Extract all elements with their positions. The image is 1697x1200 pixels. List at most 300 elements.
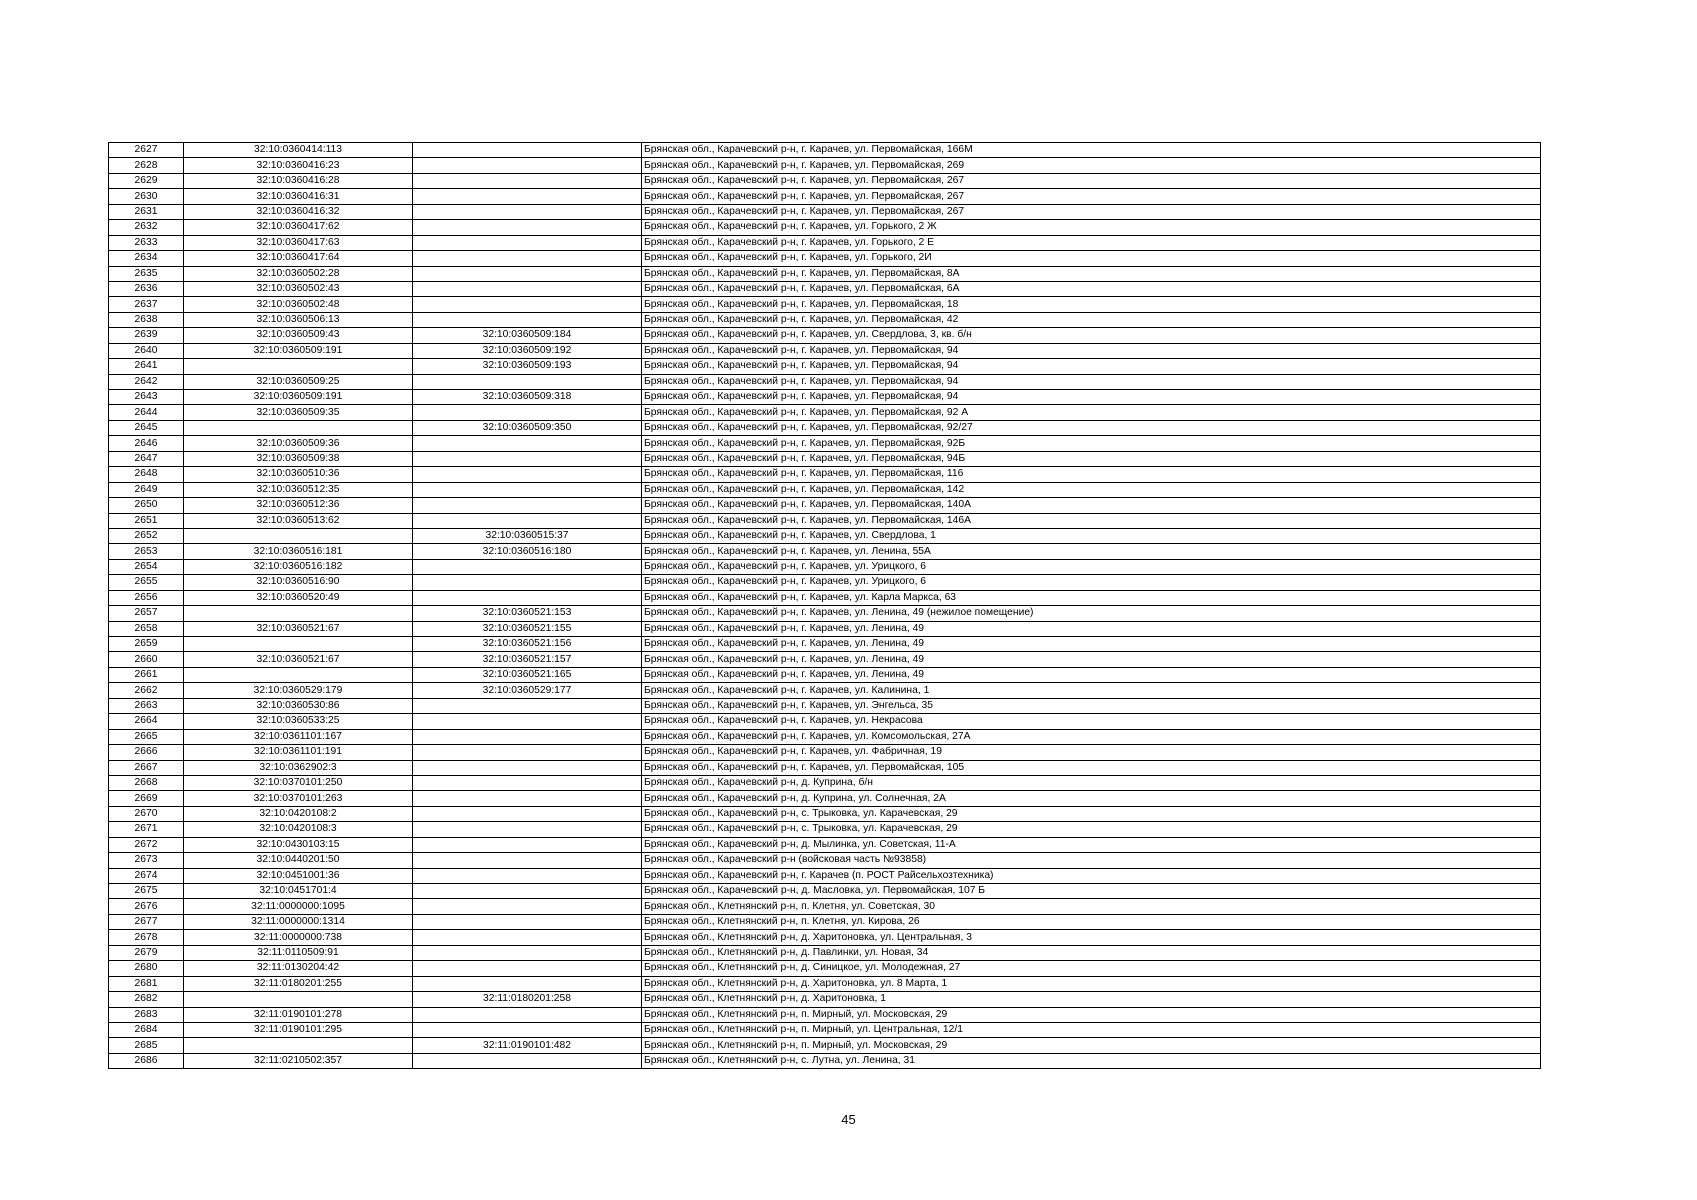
building-cadastral-number-cell	[413, 976, 642, 991]
address-cell: Брянская обл., Карачевский р-н, г. Карачев, ул. Первомайская, 267	[642, 189, 1541, 204]
address-cell: Брянская обл., Карачевский р-н, г. Карачев, ул. Первомайская, 94Б	[642, 451, 1541, 466]
table-row	[109, 451, 1541, 466]
building-cadastral-number-cell	[413, 1007, 642, 1022]
parcel-cadastral-number-cell: 32:10:0360502:48	[184, 297, 413, 312]
table-row	[109, 328, 1541, 343]
parcel-cadastral-number-cell: 32:10:0361101:167	[184, 729, 413, 744]
parcel-cadastral-number-cell: 32:10:0360417:62	[184, 220, 413, 235]
building-cadastral-number-cell: 32:10:0360521:153	[413, 606, 642, 621]
address-cell: Брянская обл., Карачевский р-н, г. Карачев, ул. Первомайская, 94	[642, 390, 1541, 405]
parcel-cadastral-number-cell	[184, 359, 413, 374]
parcel-cadastral-number-cell	[184, 420, 413, 435]
table-row	[109, 698, 1541, 713]
building-cadastral-number-cell: 32:10:0360521:157	[413, 652, 642, 667]
address-cell: Брянская обл., Клетнянский р-н, п. Клетня, ул. Кирова, 26	[642, 914, 1541, 929]
table-row	[109, 945, 1541, 960]
parcel-cadastral-number-cell: 32:10:0360509:191	[184, 390, 413, 405]
address-cell: Брянская обл., Карачевский р-н, г. Карачев, ул. Ленина, 49	[642, 637, 1541, 652]
table-row	[109, 961, 1541, 976]
address-cell: Брянская обл., Карачевский р-н, г. Карачев, ул. Урицкого, 6	[642, 575, 1541, 590]
parcel-cadastral-number-cell: 32:10:0360416:23	[184, 158, 413, 173]
building-cadastral-number-cell: 32:10:0360521:156	[413, 637, 642, 652]
address-cell: Брянская обл., Карачевский р-н, г. Карачев, ул. Ленина, 49	[642, 621, 1541, 636]
address-cell: Брянская обл., Карачевский р-н, д. Мылинка, ул. Советская, 11-А	[642, 837, 1541, 852]
address-cell: Брянская обл., Карачевский р-н, д. Куприна, ул. Солнечная, 2А	[642, 791, 1541, 806]
parcel-cadastral-number-cell: 32:10:0360521:67	[184, 652, 413, 667]
address-cell: Брянская обл., Карачевский р-н (войсковая часть №93858)	[642, 853, 1541, 868]
table-row	[109, 559, 1541, 574]
building-cadastral-number-cell	[413, 498, 642, 513]
parcel-cadastral-number-cell: 32:10:0360529:179	[184, 683, 413, 698]
parcel-cadastral-number-cell: 32:11:0190101:295	[184, 1022, 413, 1037]
row-number-cell: 2672	[109, 837, 184, 852]
table-row	[109, 1022, 1541, 1037]
row-number-cell: 2655	[109, 575, 184, 590]
row-number-cell: 2685	[109, 1038, 184, 1053]
row-number-cell: 2651	[109, 513, 184, 528]
row-number-cell: 2684	[109, 1022, 184, 1037]
table-row	[109, 498, 1541, 513]
address-cell: Брянская обл., Карачевский р-н, г. Карачев, ул. Некрасова	[642, 714, 1541, 729]
parcel-cadastral-number-cell: 32:10:0360509:25	[184, 374, 413, 389]
address-cell: Брянская обл., Карачевский р-н, г. Карачев, ул. Комсомольская, 27А	[642, 729, 1541, 744]
building-cadastral-number-cell	[413, 297, 642, 312]
parcel-cadastral-number-cell: 32:11:0110509:91	[184, 945, 413, 960]
address-cell: Брянская обл., Клетнянский р-н, п. Мирный, ул. Московская, 29	[642, 1007, 1541, 1022]
row-number-cell: 2680	[109, 961, 184, 976]
parcel-cadastral-number-cell: 32:10:0451001:36	[184, 868, 413, 883]
address-cell: Брянская обл., Карачевский р-н, г. Карачев, ул. Первомайская, 142	[642, 482, 1541, 497]
parcel-cadastral-number-cell: 32:10:0420108:3	[184, 822, 413, 837]
parcel-cadastral-number-cell	[184, 1038, 413, 1053]
table-row	[109, 822, 1541, 837]
building-cadastral-number-cell	[413, 853, 642, 868]
address-cell: Брянская обл., Карачевский р-н, г. Карачев (п. РОСТ Райсельхозтехника)	[642, 868, 1541, 883]
row-number-cell: 2675	[109, 884, 184, 899]
table-row	[109, 544, 1541, 559]
building-cadastral-number-cell	[413, 235, 642, 250]
row-number-cell: 2645	[109, 420, 184, 435]
registry-table-body	[109, 143, 1541, 1069]
building-cadastral-number-cell: 32:10:0360509:184	[413, 328, 642, 343]
building-cadastral-number-cell: 32:10:0360529:177	[413, 683, 642, 698]
row-number-cell: 2671	[109, 822, 184, 837]
parcel-cadastral-number-cell: 32:10:0370101:250	[184, 775, 413, 790]
row-number-cell: 2644	[109, 405, 184, 420]
address-cell: Брянская обл., Карачевский р-н, г. Карачев, ул. Первомайская, 92/27	[642, 420, 1541, 435]
building-cadastral-number-cell	[413, 173, 642, 188]
parcel-cadastral-number-cell: 32:11:0000000:738	[184, 930, 413, 945]
table-row	[109, 266, 1541, 281]
address-cell: Брянская обл., Карачевский р-н, г. Карачев, ул. Первомайская, 140А	[642, 498, 1541, 513]
parcel-cadastral-number-cell	[184, 637, 413, 652]
parcel-cadastral-number-cell: 32:10:0360530:86	[184, 698, 413, 713]
parcel-cadastral-number-cell: 32:10:0370101:263	[184, 791, 413, 806]
table-row	[109, 374, 1541, 389]
building-cadastral-number-cell	[413, 575, 642, 590]
table-row	[109, 590, 1541, 605]
building-cadastral-number-cell	[413, 806, 642, 821]
building-cadastral-number-cell	[413, 590, 642, 605]
address-cell: Брянская обл., Карачевский р-н, г. Карачев, ул. Первомайская, 146А	[642, 513, 1541, 528]
table-row	[109, 745, 1541, 760]
page-number: 45	[841, 1112, 856, 1127]
parcel-cadastral-number-cell: 32:10:0360417:64	[184, 251, 413, 266]
row-number-cell: 2679	[109, 945, 184, 960]
building-cadastral-number-cell	[413, 961, 642, 976]
parcel-cadastral-number-cell: 32:11:0000000:1095	[184, 899, 413, 914]
table-row	[109, 868, 1541, 883]
address-cell: Брянская обл., Карачевский р-н, г. Карачев, ул. Свердлова, 3, кв. б/н	[642, 328, 1541, 343]
row-number-cell: 2663	[109, 698, 184, 713]
table-row	[109, 359, 1541, 374]
parcel-cadastral-number-cell: 32:10:0360417:63	[184, 235, 413, 250]
parcel-cadastral-number-cell	[184, 606, 413, 621]
row-number-cell: 2657	[109, 606, 184, 621]
table-row	[109, 482, 1541, 497]
row-number-cell: 2643	[109, 390, 184, 405]
row-number-cell: 2627	[109, 143, 184, 158]
building-cadastral-number-cell	[413, 436, 642, 451]
parcel-cadastral-number-cell: 32:10:0360416:28	[184, 173, 413, 188]
row-number-cell: 2633	[109, 235, 184, 250]
row-number-cell: 2659	[109, 637, 184, 652]
row-number-cell: 2636	[109, 281, 184, 296]
building-cadastral-number-cell	[413, 158, 642, 173]
table-row	[109, 281, 1541, 296]
building-cadastral-number-cell	[413, 745, 642, 760]
building-cadastral-number-cell	[413, 760, 642, 775]
row-number-cell: 2667	[109, 760, 184, 775]
row-number-cell: 2676	[109, 899, 184, 914]
building-cadastral-number-cell	[413, 559, 642, 574]
row-number-cell: 2634	[109, 251, 184, 266]
table-row	[109, 528, 1541, 543]
address-cell: Брянская обл., Карачевский р-н, г. Карачев, ул. Ленина, 49	[642, 667, 1541, 682]
parcel-cadastral-number-cell: 32:10:0360502:28	[184, 266, 413, 281]
row-number-cell: 2650	[109, 498, 184, 513]
parcel-cadastral-number-cell: 32:10:0360520:49	[184, 590, 413, 605]
address-cell: Брянская обл., Карачевский р-н, с. Трыковка, ул. Карачевская, 29	[642, 822, 1541, 837]
parcel-cadastral-number-cell: 32:10:0360513:62	[184, 513, 413, 528]
building-cadastral-number-cell	[413, 914, 642, 929]
building-cadastral-number-cell	[413, 899, 642, 914]
table-row	[109, 637, 1541, 652]
row-number-cell: 2631	[109, 204, 184, 219]
row-number-cell: 2664	[109, 714, 184, 729]
building-cadastral-number-cell	[413, 405, 642, 420]
building-cadastral-number-cell	[413, 945, 642, 960]
row-number-cell: 2686	[109, 1053, 184, 1068]
building-cadastral-number-cell	[413, 451, 642, 466]
table-row	[109, 220, 1541, 235]
row-number-cell: 2681	[109, 976, 184, 991]
row-number-cell: 2640	[109, 343, 184, 358]
address-cell: Брянская обл., Карачевский р-н, г. Карачев, ул. Первомайская, 269	[642, 158, 1541, 173]
row-number-cell: 2635	[109, 266, 184, 281]
address-cell: Брянская обл., Клетнянский р-н, д. Харитоновка, 1	[642, 992, 1541, 1007]
parcel-cadastral-number-cell: 32:10:0360510:36	[184, 467, 413, 482]
parcel-cadastral-number-cell: 32:10:0360533:25	[184, 714, 413, 729]
row-number-cell: 2668	[109, 775, 184, 790]
row-number-cell: 2660	[109, 652, 184, 667]
address-cell: Брянская обл., Карачевский р-н, г. Карачев, ул. Фабричная, 19	[642, 745, 1541, 760]
row-number-cell: 2669	[109, 791, 184, 806]
table-row	[109, 760, 1541, 775]
table-row	[109, 297, 1541, 312]
building-cadastral-number-cell	[413, 251, 642, 266]
address-cell: Брянская обл., Карачевский р-н, г. Карачев, ул. Первомайская, 18	[642, 297, 1541, 312]
parcel-cadastral-number-cell: 32:10:0360416:32	[184, 204, 413, 219]
table-row	[109, 899, 1541, 914]
building-cadastral-number-cell	[413, 930, 642, 945]
parcel-cadastral-number-cell: 32:10:0360502:43	[184, 281, 413, 296]
address-cell: Брянская обл., Клетнянский р-н, п. Мирный, ул. Московская, 29	[642, 1038, 1541, 1053]
parcel-cadastral-number-cell: 32:10:0430103:15	[184, 837, 413, 852]
table-row	[109, 729, 1541, 744]
table-row	[109, 930, 1541, 945]
building-cadastral-number-cell	[413, 467, 642, 482]
address-cell: Брянская обл., Карачевский р-н, г. Карачев, ул. Горького, 2 Е	[642, 235, 1541, 250]
address-cell: Брянская обл., Карачевский р-н, г. Карачев, ул. Первомайская, 42	[642, 312, 1541, 327]
parcel-cadastral-number-cell: 32:10:0360509:38	[184, 451, 413, 466]
table-row	[109, 992, 1541, 1007]
row-number-cell: 2673	[109, 853, 184, 868]
row-number-cell: 2630	[109, 189, 184, 204]
building-cadastral-number-cell	[413, 204, 642, 219]
building-cadastral-number-cell	[413, 698, 642, 713]
building-cadastral-number-cell	[413, 791, 642, 806]
table-row	[109, 390, 1541, 405]
parcel-cadastral-number-cell: 32:10:0360516:182	[184, 559, 413, 574]
parcel-cadastral-number-cell: 32:10:0420108:2	[184, 806, 413, 821]
address-cell: Брянская обл., Карачевский р-н, г. Карачев, ул. Первомайская, 94	[642, 343, 1541, 358]
address-cell: Брянская обл., Клетнянский р-н, п. Мирный, ул. Центральная, 12/1	[642, 1022, 1541, 1037]
address-cell: Брянская обл., Карачевский р-н, г. Карачев, ул. Свердлова, 1	[642, 528, 1541, 543]
row-number-cell: 2653	[109, 544, 184, 559]
row-number-cell: 2670	[109, 806, 184, 821]
table-row	[109, 143, 1541, 158]
table-row	[109, 158, 1541, 173]
building-cadastral-number-cell	[413, 281, 642, 296]
parcel-cadastral-number-cell: 32:10:0360521:67	[184, 621, 413, 636]
table-row	[109, 806, 1541, 821]
building-cadastral-number-cell: 32:10:0360516:180	[413, 544, 642, 559]
building-cadastral-number-cell: 32:10:0360509:193	[413, 359, 642, 374]
table-row	[109, 837, 1541, 852]
parcel-cadastral-number-cell: 32:10:0360516:181	[184, 544, 413, 559]
parcel-cadastral-number-cell: 32:10:0361101:191	[184, 745, 413, 760]
parcel-cadastral-number-cell	[184, 667, 413, 682]
table-row	[109, 343, 1541, 358]
table-row	[109, 575, 1541, 590]
parcel-cadastral-number-cell: 32:10:0360506:13	[184, 312, 413, 327]
address-cell: Брянская обл., Клетнянский р-н, п. Клетня, ул. Советская, 30	[642, 899, 1541, 914]
parcel-cadastral-number-cell: 32:11:0190101:278	[184, 1007, 413, 1022]
address-cell: Брянская обл., Карачевский р-н, г. Карачев, ул. Ленина, 49 (нежилое помещение)	[642, 606, 1541, 621]
building-cadastral-number-cell: 32:10:0360509:350	[413, 420, 642, 435]
table-row	[109, 1053, 1541, 1068]
row-number-cell: 2666	[109, 745, 184, 760]
address-cell: Брянская обл., Клетнянский р-н, д. Синицкое, ул. Молодежная, 27	[642, 961, 1541, 976]
building-cadastral-number-cell	[413, 822, 642, 837]
table-row	[109, 420, 1541, 435]
address-cell: Брянская обл., Карачевский р-н, г. Карачев, ул. Первомайская, 8А	[642, 266, 1541, 281]
table-row	[109, 436, 1541, 451]
table-row	[109, 173, 1541, 188]
address-cell: Брянская обл., Карачевский р-н, г. Карачев, ул. Калинина, 1	[642, 683, 1541, 698]
building-cadastral-number-cell: 32:11:0190101:482	[413, 1038, 642, 1053]
building-cadastral-number-cell	[413, 143, 642, 158]
building-cadastral-number-cell	[413, 729, 642, 744]
parcel-cadastral-number-cell: 32:10:0360509:35	[184, 405, 413, 420]
row-number-cell: 2662	[109, 683, 184, 698]
parcel-cadastral-number-cell: 32:10:0360509:36	[184, 436, 413, 451]
row-number-cell: 2639	[109, 328, 184, 343]
table-row	[109, 914, 1541, 929]
row-number-cell: 2652	[109, 528, 184, 543]
table-row	[109, 683, 1541, 698]
table-row	[109, 189, 1541, 204]
address-cell: Брянская обл., Карачевский р-н, г. Карачев, ул. Первомайская, 6А	[642, 281, 1541, 296]
address-cell: Брянская обл., Карачевский р-н, г. Карачев, ул. Первомайская, 116	[642, 467, 1541, 482]
building-cadastral-number-cell	[413, 868, 642, 883]
parcel-cadastral-number-cell: 32:10:0360516:90	[184, 575, 413, 590]
address-cell: Брянская обл., Карачевский р-н, г. Карачев, ул. Первомайская, 267	[642, 173, 1541, 188]
building-cadastral-number-cell	[413, 513, 642, 528]
parcel-cadastral-number-cell: 32:10:0360512:35	[184, 482, 413, 497]
table-row	[109, 467, 1541, 482]
building-cadastral-number-cell	[413, 374, 642, 389]
address-cell: Брянская обл., Карачевский р-н, д. Масловка, ул. Первомайская, 107 Б	[642, 884, 1541, 899]
address-cell: Брянская обл., Карачевский р-н, г. Карачев, ул. Ленина, 49	[642, 652, 1541, 667]
parcel-cadastral-number-cell: 32:11:0130204:42	[184, 961, 413, 976]
address-cell: Брянская обл., Клетнянский р-н, с. Лутна, ул. Ленина, 31	[642, 1053, 1541, 1068]
parcel-cadastral-number-cell: 32:11:0210502:357	[184, 1053, 413, 1068]
address-cell: Брянская обл., Карачевский р-н, г. Карачев, ул. Урицкого, 6	[642, 559, 1541, 574]
building-cadastral-number-cell	[413, 220, 642, 235]
address-cell: Брянская обл., Карачевский р-н, г. Карачев, ул. Первомайская, 267	[642, 204, 1541, 219]
address-cell: Брянская обл., Клетнянский р-н, д. Харитоновка, ул. 8 Марта, 1	[642, 976, 1541, 991]
building-cadastral-number-cell	[413, 482, 642, 497]
parcel-cadastral-number-cell: 32:10:0362902:3	[184, 760, 413, 775]
row-number-cell: 2656	[109, 590, 184, 605]
building-cadastral-number-cell	[413, 312, 642, 327]
table-row	[109, 513, 1541, 528]
row-number-cell: 2683	[109, 1007, 184, 1022]
row-number-cell: 2628	[109, 158, 184, 173]
parcel-cadastral-number-cell	[184, 992, 413, 1007]
building-cadastral-number-cell: 32:11:0180201:258	[413, 992, 642, 1007]
parcel-cadastral-number-cell: 32:10:0360509:43	[184, 328, 413, 343]
table-row	[109, 1007, 1541, 1022]
row-number-cell: 2658	[109, 621, 184, 636]
table-row	[109, 606, 1541, 621]
parcel-cadastral-number-cell: 32:10:0360416:31	[184, 189, 413, 204]
row-number-cell: 2641	[109, 359, 184, 374]
address-cell: Брянская обл., Карачевский р-н, д. Куприна, б/н	[642, 775, 1541, 790]
row-number-cell: 2638	[109, 312, 184, 327]
parcel-cadastral-number-cell: 32:10:0360512:36	[184, 498, 413, 513]
address-cell: Брянская обл., Клетнянский р-н, д. Павлинки, ул. Новая, 34	[642, 945, 1541, 960]
table-row	[109, 853, 1541, 868]
address-cell: Брянская обл., Карачевский р-н, г. Карачев, ул. Энгельса, 35	[642, 698, 1541, 713]
row-number-cell: 2665	[109, 729, 184, 744]
building-cadastral-number-cell: 32:10:0360521:155	[413, 621, 642, 636]
table-row	[109, 312, 1541, 327]
address-cell: Брянская обл., Карачевский р-н, г. Карачев, ул. Горького, 2И	[642, 251, 1541, 266]
address-cell: Брянская обл., Карачевский р-н, г. Карачев, ул. Первомайская, 166М	[642, 143, 1541, 158]
row-number-cell: 2648	[109, 467, 184, 482]
building-cadastral-number-cell	[413, 884, 642, 899]
table-row	[109, 884, 1541, 899]
row-number-cell: 2632	[109, 220, 184, 235]
address-cell: Брянская обл., Карачевский р-н, г. Карачев, ул. Первомайская, 94	[642, 359, 1541, 374]
row-number-cell: 2647	[109, 451, 184, 466]
table-row	[109, 667, 1541, 682]
parcel-cadastral-number-cell: 32:11:0000000:1314	[184, 914, 413, 929]
parcel-cadastral-number-cell: 32:10:0360414:113	[184, 143, 413, 158]
parcel-cadastral-number-cell: 32:10:0451701:4	[184, 884, 413, 899]
building-cadastral-number-cell	[413, 714, 642, 729]
building-cadastral-number-cell	[413, 837, 642, 852]
building-cadastral-number-cell	[413, 266, 642, 281]
building-cadastral-number-cell	[413, 775, 642, 790]
table-row	[109, 1038, 1541, 1053]
building-cadastral-number-cell: 32:10:0360509:192	[413, 343, 642, 358]
address-cell: Брянская обл., Карачевский р-н, г. Карачев, ул. Первомайская, 105	[642, 760, 1541, 775]
row-number-cell: 2654	[109, 559, 184, 574]
table-row	[109, 976, 1541, 991]
table-row	[109, 714, 1541, 729]
building-cadastral-number-cell	[413, 189, 642, 204]
row-number-cell: 2637	[109, 297, 184, 312]
table-row	[109, 251, 1541, 266]
row-number-cell: 2678	[109, 930, 184, 945]
row-number-cell: 2642	[109, 374, 184, 389]
row-number-cell: 2674	[109, 868, 184, 883]
table-row	[109, 652, 1541, 667]
address-cell: Брянская обл., Карачевский р-н, г. Карачев, ул. Горького, 2 Ж	[642, 220, 1541, 235]
row-number-cell: 2682	[109, 992, 184, 1007]
row-number-cell: 2646	[109, 436, 184, 451]
address-cell: Брянская обл., Карачевский р-н, г. Карачев, ул. Первомайская, 92Б	[642, 436, 1541, 451]
address-cell: Брянская обл., Карачевский р-н, г. Карачев, ул. Первомайская, 92 А	[642, 405, 1541, 420]
building-cadastral-number-cell: 32:10:0360509:318	[413, 390, 642, 405]
parcel-cadastral-number-cell: 32:11:0180201:255	[184, 976, 413, 991]
row-number-cell: 2661	[109, 667, 184, 682]
building-cadastral-number-cell	[413, 1022, 642, 1037]
table-row	[109, 405, 1541, 420]
building-cadastral-number-cell	[413, 1053, 642, 1068]
building-cadastral-number-cell: 32:10:0360515:37	[413, 528, 642, 543]
address-cell: Брянская обл., Карачевский р-н, г. Карачев, ул. Ленина, 55А	[642, 544, 1541, 559]
parcel-cadastral-number-cell: 32:10:0440201:50	[184, 853, 413, 868]
row-number-cell: 2677	[109, 914, 184, 929]
building-cadastral-number-cell: 32:10:0360521:165	[413, 667, 642, 682]
address-cell: Брянская обл., Карачевский р-н, г. Карачев, ул. Первомайская, 94	[642, 374, 1541, 389]
registry-table	[108, 142, 1541, 1069]
row-number-cell: 2629	[109, 173, 184, 188]
table-row	[109, 775, 1541, 790]
table-row	[109, 621, 1541, 636]
table-row	[109, 204, 1541, 219]
table-row	[109, 791, 1541, 806]
address-cell: Брянская обл., Карачевский р-н, г. Карачев, ул. Карла Маркса, 63	[642, 590, 1541, 605]
address-cell: Брянская обл., Клетнянский р-н, д. Харитоновка, ул. Центральная, 3	[642, 930, 1541, 945]
parcel-cadastral-number-cell: 32:10:0360509:191	[184, 343, 413, 358]
address-cell: Брянская обл., Карачевский р-н, с. Трыковка, ул. Карачевская, 29	[642, 806, 1541, 821]
